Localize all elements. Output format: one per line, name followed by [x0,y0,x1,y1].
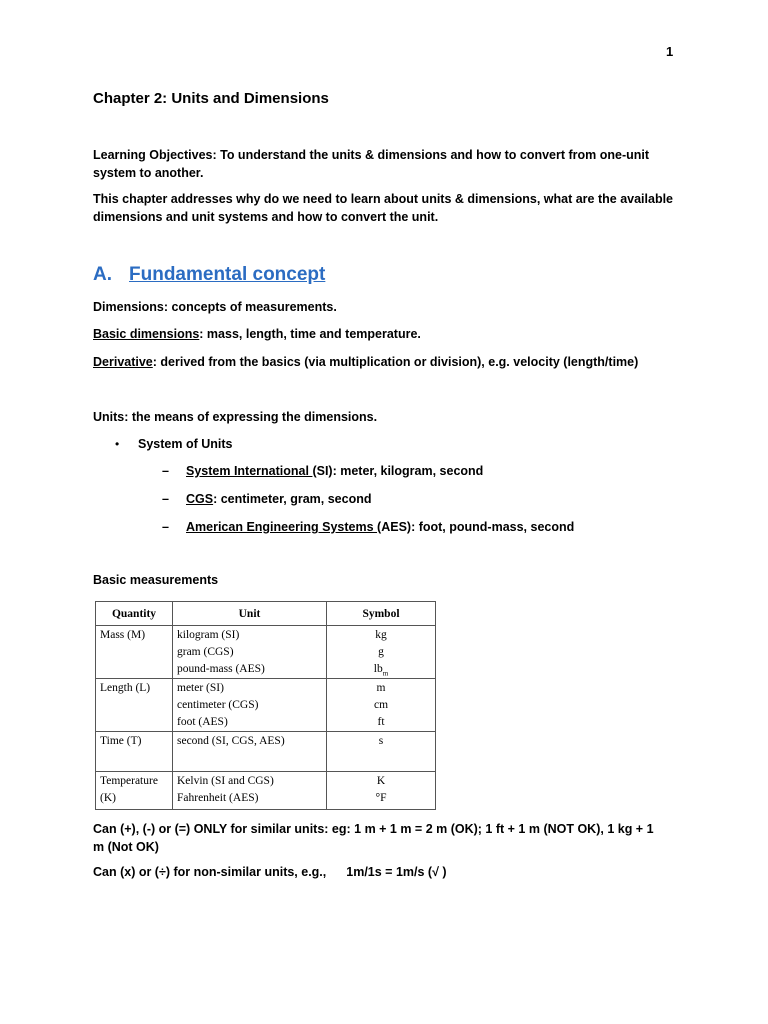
unit-system-term: CGS [186,492,214,506]
basic-measurements-heading: Basic measurements [93,573,219,587]
symbol-cell: m cm ft [327,679,436,732]
table-row [96,772,436,810]
unit-system-text: (SI): meter, kilogram, second [312,464,484,478]
dash-icon: – [162,492,169,506]
derivative-text: : derived from the basics (via multiplication or division), e.g. velocity (length/time) [152,355,639,369]
rule-multiply-text: Can (x) or (÷) for non-similar units, e.g., [93,865,327,879]
derivative-line [93,355,638,369]
section-letter: A. [93,264,112,285]
unit-cell: Kelvin (SI and CGS) Fahrenheit (AES) [173,772,327,810]
table-row [96,732,436,772]
table-header-row [96,602,436,626]
system-of-units-label: System of Units [138,437,233,451]
table-row [96,626,436,679]
derivative-term: Derivative [93,355,153,369]
symbol-cell: s [327,732,436,772]
table-row [96,679,436,732]
measurements-table [95,601,436,810]
unit-system-term: System International [186,464,313,478]
unit-cell: meter (SI) centimeter (CGS) foot (AES) [173,679,327,732]
page-number: 1 [666,44,674,59]
section-title: Fundamental concept [129,264,326,285]
chapter-title: Chapter 2: Units and Dimensions [93,90,329,107]
quantity-cell: Length (L) [96,679,173,732]
unit-system-si [186,464,483,478]
units-line: Units: the means of expressing the dimensions. [93,410,378,424]
learning-objectives: Learning Objectives: To understand the units & dimensions and how to convert from one-unit system to another. [93,148,650,180]
table-header: Quantity [96,602,173,626]
basic-dimensions-text: : mass, length, time and temperature. [199,327,421,341]
symbol-cell: kg g $lb_m$ [327,626,436,679]
unit-system-cgs [186,492,371,506]
rule-multiply-divide [93,865,447,879]
dash-icon: – [162,464,169,478]
unit-cell: kilogram (SI) gram (CGS) pound-mass (AES) [173,626,327,679]
unit-system-text: : centimeter, gram, second [213,492,372,506]
unit-system-aes [186,520,574,534]
quantity-cell: Time (T) [96,732,173,772]
symbol-cell: K °F [327,772,436,810]
unit-system-text: (AES): foot, pound-mass, second [377,520,575,534]
dash-icon: – [162,520,169,534]
intro-paragraph: This chapter addresses why do we need to learn about units & dimensions, what are the available dimensions and unit systems and how to convert the unit. [93,192,674,224]
rule-add-subtract: Can (+), (-) or (=) ONLY for similar units: eg: 1 m + 1 m = 2 m (OK); 1 ft + 1 m (NOT OK), 1 kg + 1 m (Not OK) [93,822,654,854]
rule-multiply-example: 1m/1s = 1m/s (√ ) [346,865,447,879]
basic-dimensions-term: Basic dimensions [93,327,200,341]
basic-dimensions-line [93,327,421,341]
unit-system-term: American Engineering Systems [186,520,378,534]
quantity-cell: Mass (M) [96,626,173,679]
dimensions-line: Dimensions: concepts of measurements. [93,300,337,314]
quantity-cell: Temperature (K) [96,772,173,810]
bullet-icon: • [115,437,120,451]
unit-cell: second (SI, CGS, AES) [173,732,327,772]
section-heading-a [93,264,325,286]
table-header: Unit [173,602,327,626]
table-header: Symbol [327,602,436,626]
